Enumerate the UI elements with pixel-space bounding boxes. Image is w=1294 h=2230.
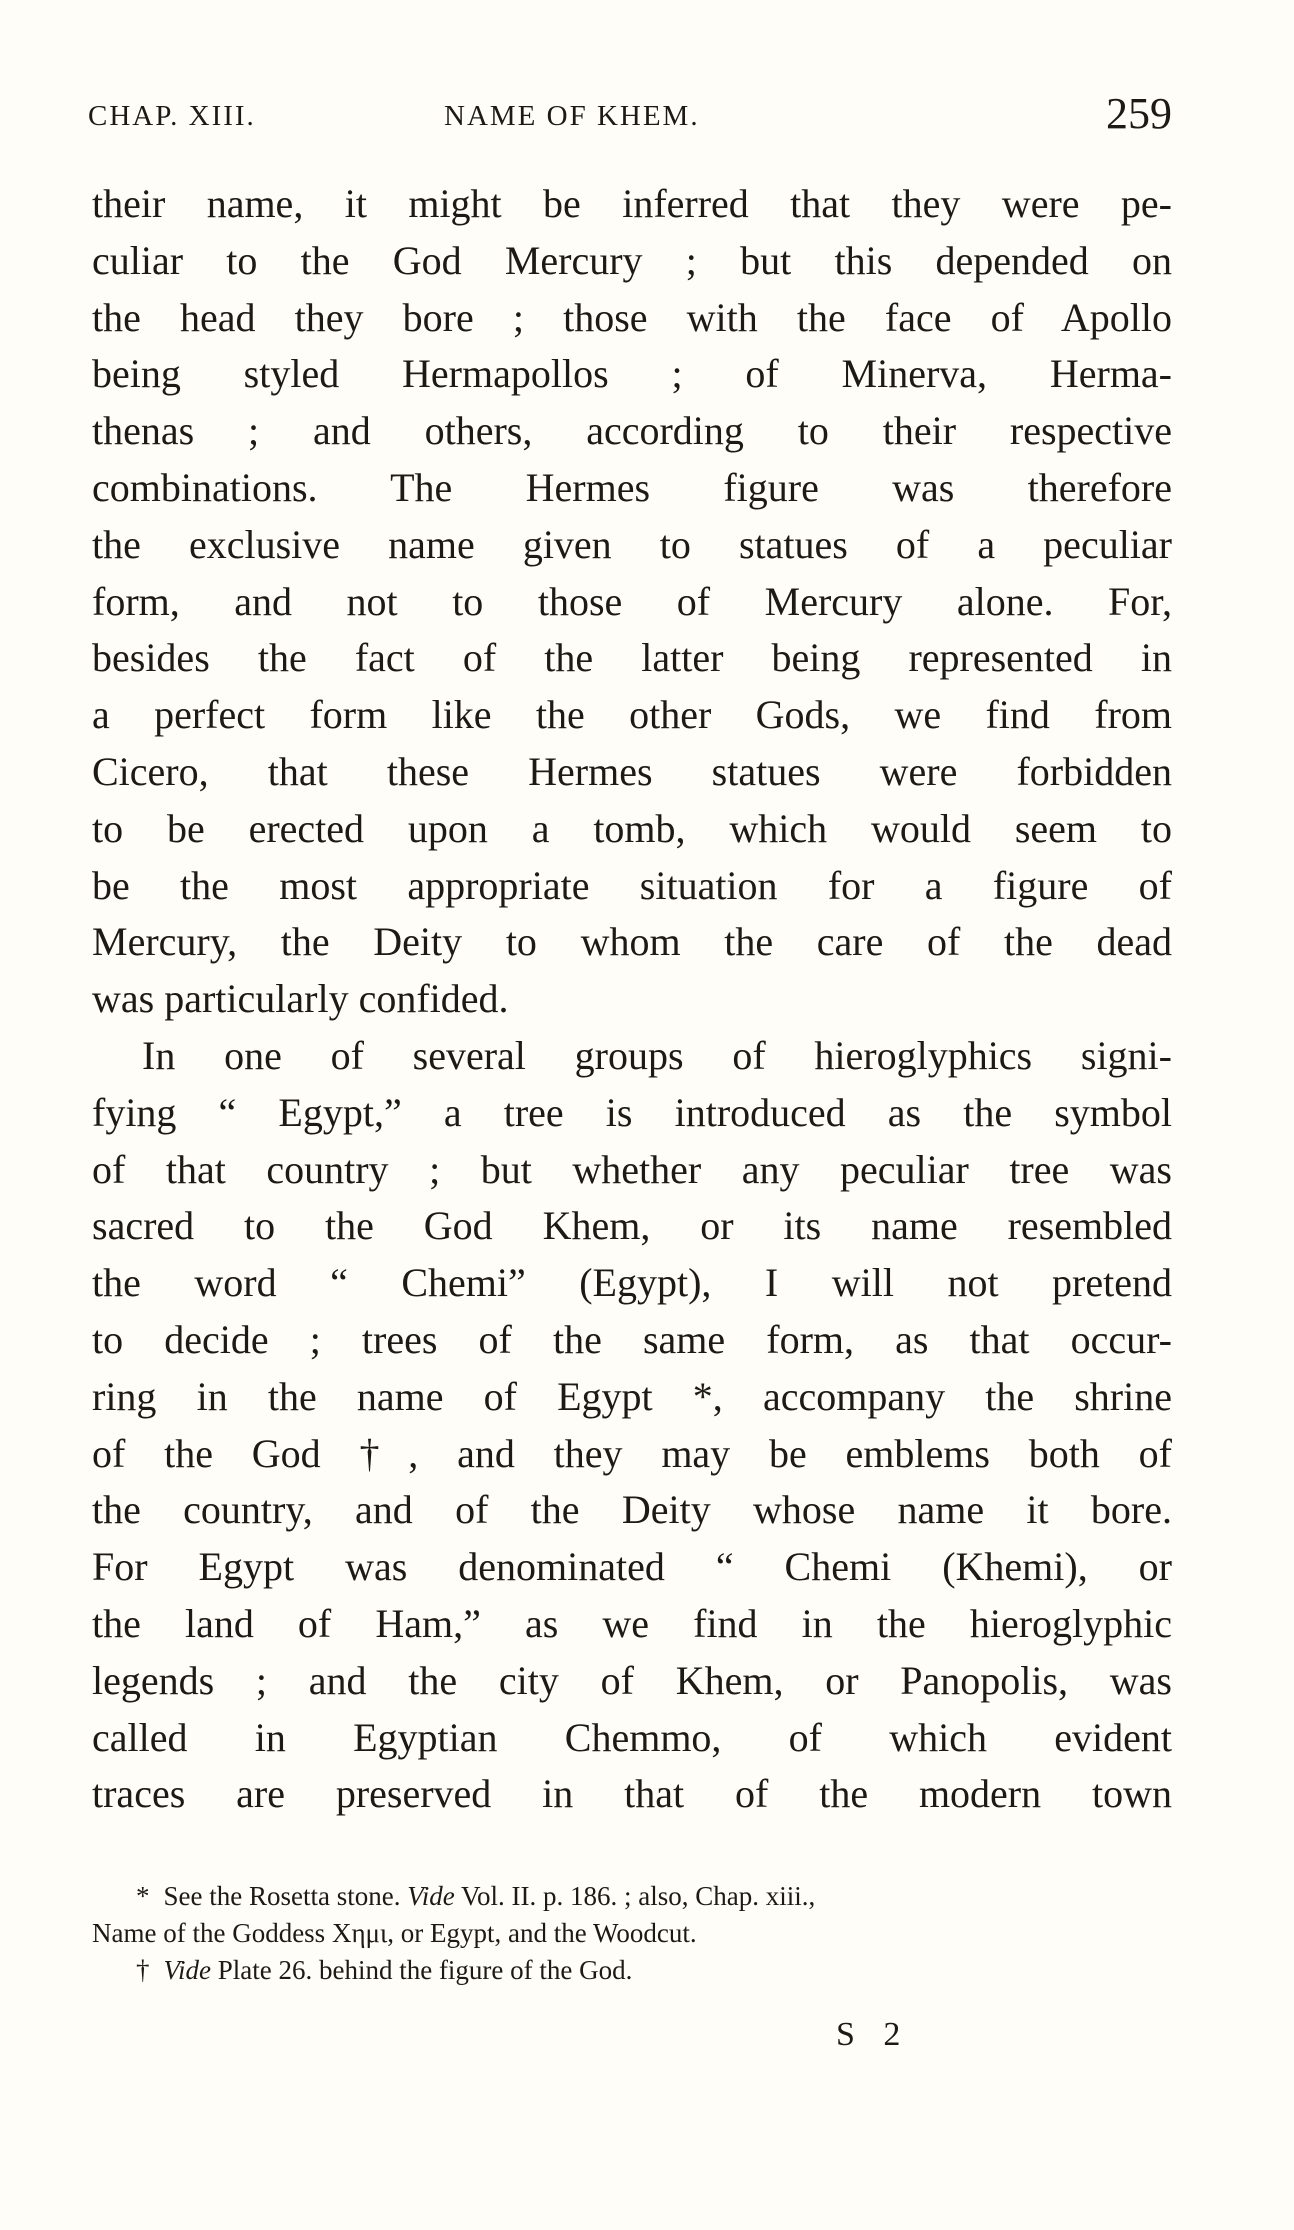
text-line: the head they bore ; those with the face of Apollo	[92, 294, 1172, 340]
footnote-2-vide: Vide	[163, 1955, 211, 1985]
footnote-2	[92, 1952, 1172, 1989]
text-line: ring in the name of Egypt *, accompany the shrine	[92, 1373, 1172, 1419]
signature-mark: S 2	[836, 2016, 911, 2053]
text-line: the country, and of the Deity whose name it bore.	[92, 1487, 1172, 1533]
text-line: sacred to the God Khem, or its name resembled	[92, 1203, 1172, 1249]
text-line: thenas ; and others, according to their respective	[92, 408, 1172, 454]
running-title: NAME OF KHEM.	[444, 100, 700, 132]
text-line: a perfect form like the other Gods, we find from	[92, 692, 1172, 738]
footnote-1-text-a: See the Rosetta stone.	[163, 1881, 401, 1911]
footnote-2-symbol: †	[136, 1955, 150, 1985]
page-number: 259	[1106, 89, 1172, 138]
text-line: For Egypt was denominated “ Chemi (Khemi), or	[92, 1544, 1172, 1590]
text-line: the word “ Chemi” (Egypt), I will not pretend	[92, 1260, 1172, 1306]
text-line: their name, it might be inferred that they were pe-	[92, 181, 1172, 226]
text-line: culiar to the God Mercury ; but this depended on	[92, 237, 1172, 283]
text-line: called in Egyptian Chemmo, of which evident	[92, 1714, 1172, 1760]
footnotes	[92, 1878, 1172, 1989]
text-line: besides the fact of the latter being represented in	[92, 635, 1172, 681]
footnote-1	[92, 1878, 1172, 1915]
text-line: to decide ; trees of the same form, as that occur-	[92, 1316, 1172, 1362]
text-line: form, and not to those of Mercury alone. For,	[92, 578, 1172, 624]
text-line: of that country ; but whether any peculiar tree was	[92, 1146, 1172, 1192]
text-line: traces are preserved in that of the modern town	[92, 1771, 1172, 1817]
text-line: Cicero, that these Hermes statues were forbidden	[92, 748, 1172, 794]
footnote-2-text: Plate 26. behind the figure of the God.	[217, 1955, 633, 1985]
footnote-1-symbol: *	[136, 1881, 150, 1911]
chapter-label: CHAP. XIII.	[88, 100, 256, 132]
footnote-1-line-2: Name of the Goddess Χημι, or Egypt, and the Woodcut.	[92, 1918, 697, 1948]
text-line: the land of Ham,” as we find in the hieroglyphic	[92, 1600, 1172, 1646]
footnote-1-vide: Vide	[407, 1881, 455, 1911]
main-text	[92, 176, 1172, 1823]
text-line: combinations. The Hermes figure was therefore	[92, 464, 1172, 510]
text-line: legends ; and the city of Khem, or Panopolis, was	[92, 1657, 1172, 1703]
text-line: was particularly confided.	[92, 976, 509, 1022]
text-line: the exclusive name given to statues of a peculiar	[92, 521, 1172, 567]
text-line: fying “ Egypt,” a tree is introduced as the symbol	[92, 1089, 1172, 1135]
text-line: Mercury, the Deity to whom the care of the dead	[92, 919, 1172, 965]
running-header	[88, 88, 1172, 148]
text-line: In one of several groups of hieroglyphics signi-	[142, 1032, 1172, 1078]
text-line: being styled Hermapollos ; of Minerva, Herma-	[92, 351, 1172, 397]
text-line: be the most appropriate situation for a figure of	[92, 862, 1172, 908]
text-line: of the God †, and they may be emblems both of	[92, 1430, 1172, 1476]
footnote-1-text-b: Vol. II. p. 186. ; also, Chap. xiii.,	[460, 1881, 816, 1911]
text-line: to be erected upon a tomb, which would seem to	[92, 805, 1172, 851]
